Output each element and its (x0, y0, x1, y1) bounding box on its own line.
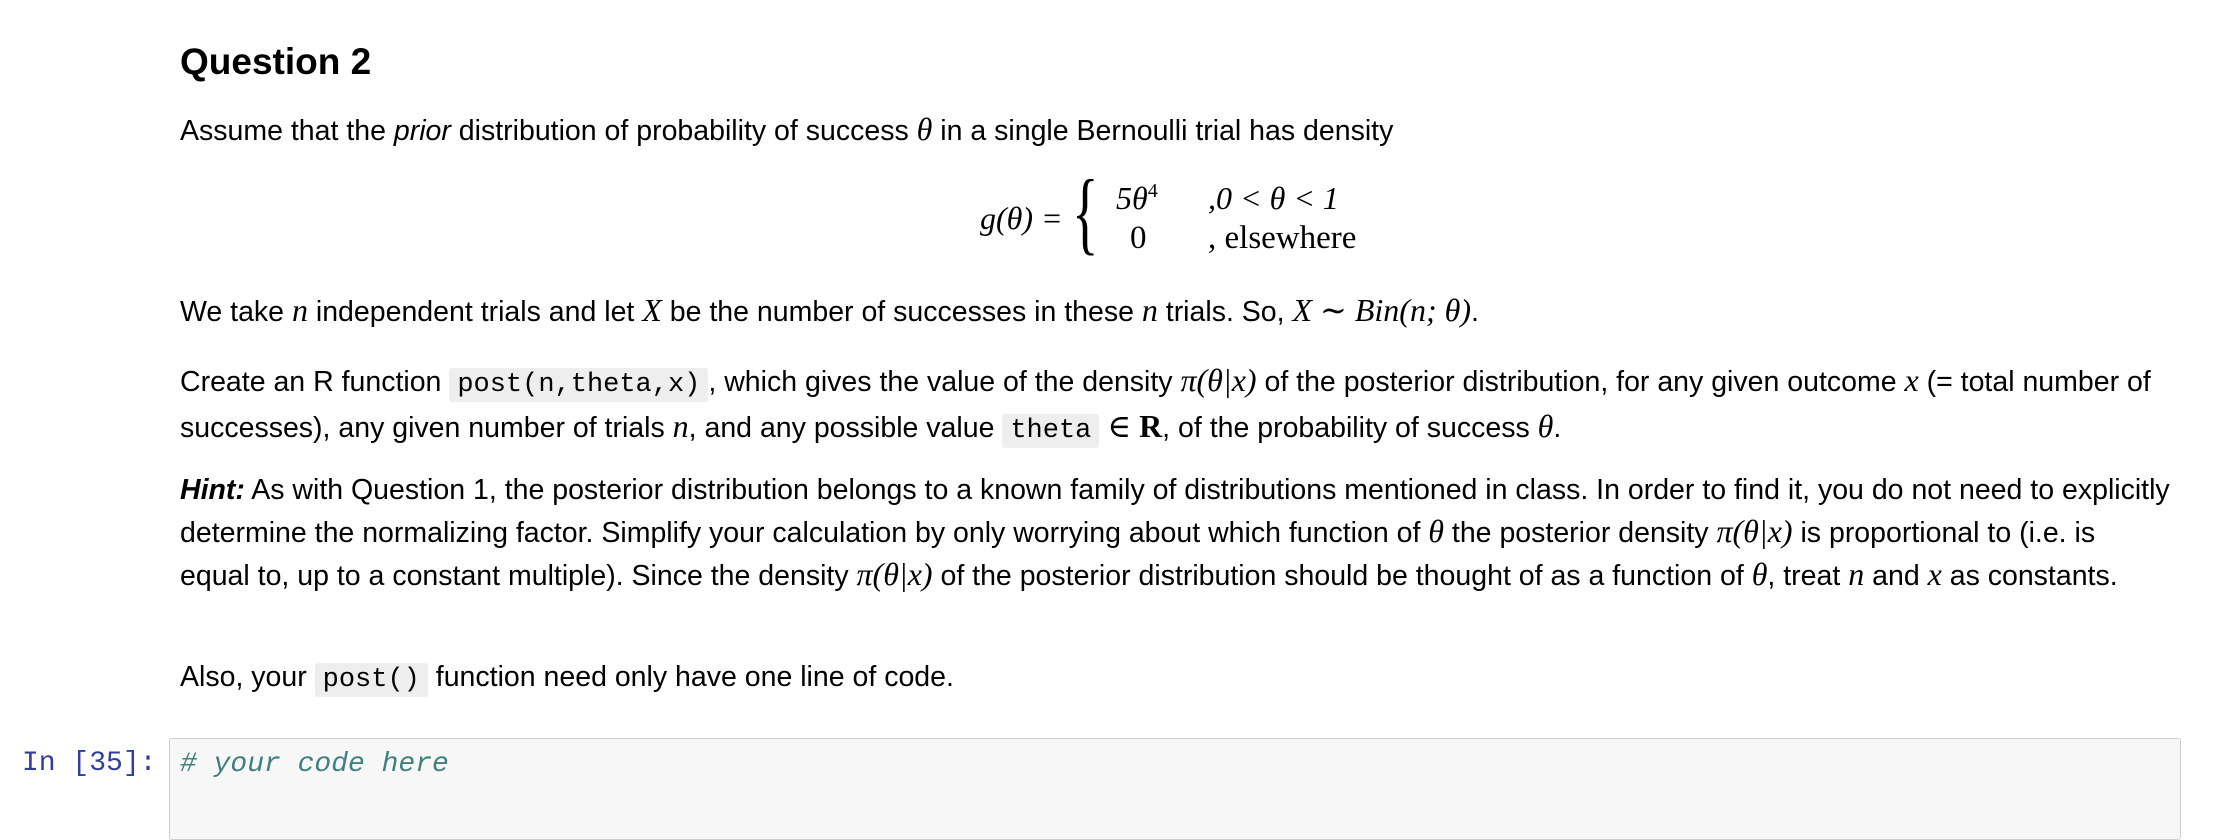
equation-lhs: g(θ) = (980, 200, 1063, 236)
hint-label: Hint: (180, 474, 245, 506)
binomial-expression: X ∼ Bin(n; θ) (1292, 292, 1471, 328)
density-equation (980, 161, 1580, 268)
inline-code-theta: theta (1002, 414, 1099, 448)
inline-code-post: post() (315, 663, 428, 697)
theta-symbol: θ (916, 111, 933, 147)
equation-row1-value: $5\theta^4$ (1116, 180, 1158, 216)
task-paragraph: Create an R function post(n,theta,x) , which gives the value of the density π(θ|x) of the posterior distribution, for any given outcome x (= total number of successes), any given number of trials n, and any possible value theta ∈ R, of the probability of success θ. (180, 362, 2151, 446)
question-heading: Question 2 (180, 41, 372, 82)
cell-prompt: In [35]: (22, 748, 157, 779)
equation-brace: { (1072, 161, 1099, 263)
prior-emphasis: prior (393, 115, 451, 147)
equation-row2-condition: , elsewhere (1208, 220, 1357, 256)
equation-row1-condition: ,0 < θ < 1 (1208, 180, 1339, 216)
one-line-paragraph: Also, your post() function need only have one line of code. (180, 661, 954, 695)
code-cell-editor[interactable] (169, 738, 2181, 840)
code-comment[interactable]: # your code here (180, 749, 449, 780)
equation-row2-value: 0 (1130, 220, 1147, 256)
hint-paragraph: Hint: As with Question 1, the posterior distribution belongs to a known family of distributions mentioned in class. In order to find it, you do not need to explicitly determine the normalizing factor. Simplify your calculation by only worrying about which function of θ the posterior density π(θ|x) is proportional to (i.e. is equal to, up to a constant multiple). Since the density π(θ|x) of the posterior distribution should be thought of as a function of θ, treat n and x as constants. (180, 474, 2170, 592)
inline-code-post-signature: post(n,theta,x) (449, 368, 708, 402)
trials-paragraph: We take n independent trials and let X be the number of successes in these n trials. So, X ∼ Bin(n; θ). (180, 292, 1479, 328)
reals-symbol: R (1139, 408, 1163, 444)
intro-paragraph: Assume that the prior distribution of probability of success θ in a single Bernoulli trial has density (180, 111, 1394, 147)
